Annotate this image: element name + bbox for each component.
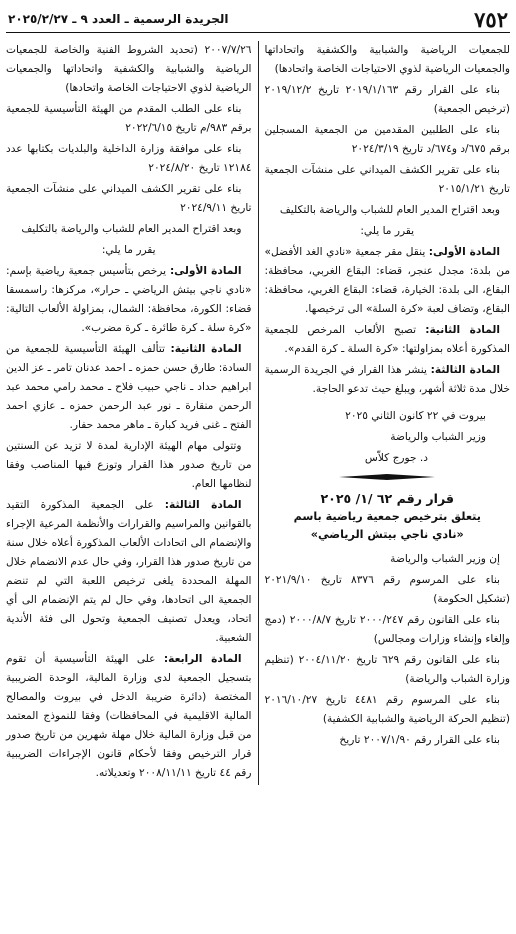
article-4 xyxy=(6,650,252,783)
continued-clause: ٢٠٠٧/٧/٢٦ (تحديد الشروط الفنية والخاصة للجمعيات الرياضية والشبابية والكشفية واتحاداتها والجمعيات الرياضية لذوي الاحتياجات الخاصة واتحادها) xyxy=(6,44,252,94)
article-1 xyxy=(265,243,511,319)
gazette-title: الجريدة الرسمية ـ العدد ٩ ـ ٢٠٢٥/٢/٢٧ xyxy=(8,12,229,26)
article-heading: المادة الثانية: xyxy=(170,343,242,355)
article-heading: المادة الثانية: xyxy=(425,324,500,336)
article-text: على الجمعية المذكورة التقيد بالقوانين والمراسيم والقرارات والأنظمة المرعية الإجراء والإنضمام الى اتحادات الألعاب المذكورة أعلاه خلال سنة من تاريخ صدور هذا القرار، وفي حال عدم الانضمام خلال المهلة المحددة يلغى ترخيص اللعبة التي لم تنضم الجمعية الى اتحادها، وفي حال لم يتم الإنضمام الى أي اتحاد، ويعدل تصنيف الجمعية وتحول الى فئة الأندية الشعبية. xyxy=(6,499,252,644)
page-header xyxy=(6,6,510,33)
article-text: تتألف الهيئة التأسيسية للجمعية من السادة: طارق حسن حمزه ـ احمد عدنان تامر ـ عز الدين ابراهيم حداد ـ ناجي حبيب فلاح ـ محمد رامي محمد عبد الرحمن منقارة ـ نور عبد الرحمن حمزه ـ عازي احمد الفتح ـ غنى فريد كبارة ـ ماهر محمد حفار. xyxy=(6,343,252,431)
basis-clause: بناء على القرار رقم ٢٠٠٧/١/٩٠ تاريخ xyxy=(339,734,500,746)
minister-name: د. جورج كلاّس xyxy=(364,452,428,464)
decision-name: «نادي ناجي بيتش الرياضي» xyxy=(310,528,464,541)
date-place: بيروت في ٢٢ كانون الثاني ٢٠٢٥ xyxy=(345,410,486,422)
section-divider xyxy=(339,474,435,480)
right-column xyxy=(259,41,511,785)
article-heading: المادة الثالثة: xyxy=(430,364,500,376)
proposal-clause: وبعد اقتراح المدير العام للشباب والرياضة بالتكليف xyxy=(279,204,500,216)
basis-clause: بناء على القانون رقم ٦٢٩ تاريخ ٢٠٠٤/١١/٢٠ (تنظيم وزارة الشباب والرياضة) xyxy=(264,654,510,685)
intro-text: للجمعيات الرياضية والشبابية والكشفية واتحاداتها والجمعيات الرياضية لذوي الاحتياجات الخاصة واتحادها) xyxy=(264,44,510,75)
article-1 xyxy=(6,262,252,338)
columns xyxy=(6,41,510,785)
decision-subject: يتعلق بترخيص جمعية رياضية باسم xyxy=(293,510,481,523)
article-2 xyxy=(6,340,252,435)
basis-clause: بناء على موافقة وزارة الداخلية والبلديات بكتابها عدد ١٢١٨٤ تاريخ ٢٠٢٤/٨/٢٠ xyxy=(6,143,252,174)
article-2 xyxy=(265,321,511,359)
divider-ornament xyxy=(339,474,435,480)
article-heading: المادة الرابعة: xyxy=(163,653,242,665)
basis-clause: بناء على الطلبين المقدمين من الجمعية المسجلين برقم ٦٧٥/د و٦٧٤/د تاريخ ٢٠٢٤/٣/١٩ xyxy=(264,124,510,155)
basis-clause: بناء على الطلب المقدم من الهيئة التأسيسية للجمعية برقم ٩٨٣/م تاريخ ٢٠٢٢/٦/١٥ xyxy=(6,103,252,134)
basis-clause: بناء على القرار رقم ٢٠١٩/١/١٦٣ تاريخ ٢٠١٩/١٢/٢ (ترخيص الجمعية) xyxy=(264,84,510,115)
basis-clause: بناء على المرسوم رقم ٨٣٧٦ تاريخ ٢٠٢١/٩/١٠ (تشكيل الحكومة) xyxy=(264,574,510,605)
article-3 xyxy=(6,496,252,648)
basis-clause: بناء على القانون رقم ٢٠٠٠/٢٤٧ تاريخ ٢٠٠٠/٨/٧ (دمج وإلغاء وإنشاء وزارات ومجالس) xyxy=(264,614,510,645)
article-text: يرخص بتأسيس جمعية رياضية بإسم: «نادي ناجي بيتش الرياضي ـ حرار»، مركزها: راسمسقا قضاء: الكورة، محافظة: الشمال، بمزاولة الألعاب التالية: «كرة سلة ـ كرة طائرة ـ كرة مضرب». xyxy=(6,265,252,334)
article-text: على الهيئة التأسيسية أن تقوم بتسجيل الجمعية لدى وزارة المالية، الوحدة الضريبية المختصة (دائرة ضريبة الدخل في بيروت والمصالح المالية الاقليمية في المحافظات) وفقا للنموذج المعتمد من قبل وزارة المالية خلال مهلة شهرين من تاريخ صدور قرار الترخيص وفقا لأحكام قانون الإجراءات الضريبية رقم ٤٤ تاريخ ٢٠٠٨/١١/١١ وتعديلاته. xyxy=(6,653,252,779)
minister-title: وزير الشباب والرياضة xyxy=(390,431,486,443)
basis-clause: بناء على تقرير الكشف الميداني على منشآت الجمعية تاريخ ٢٠٢٤/٩/١١ xyxy=(6,183,252,214)
decision-title: قرار رقم ٦٢ /١/ ٢٠٢٥ xyxy=(320,491,455,506)
article-heading: المادة الثالثة: xyxy=(164,499,242,511)
article-heading: المادة الأولى: xyxy=(169,265,242,277)
issuer: إن وزير الشباب والرياضة xyxy=(390,553,500,565)
decides-heading: يقرر ما يلي: xyxy=(360,225,415,237)
basis-clause: بناء على المرسوم رقم ٤٤٨١ تاريخ ٢٠١٦/١٠/٢٧ (تنظيم الحركة الرياضية والشبابية الكشفية) xyxy=(264,694,510,725)
article-heading: المادة الأولى: xyxy=(428,246,501,258)
article-text: تصبح الألعاب المرخص للجمعية المذكورة أعلاه بمزاولتها: «كرة السلة ـ كرة القدم». xyxy=(264,324,510,355)
article-3 xyxy=(265,361,511,399)
proposal-clause: وبعد اقتراح المدير العام للشباب والرياضة بالتكليف xyxy=(21,223,242,235)
article-text: ينشر هذا القرار في الجريدة الرسمية خلال مدة ثلاثة أشهر، ويبلغ حيث تدعو الحاجة. xyxy=(264,364,510,395)
basis-clause: بناء على تقرير الكشف الميداني على منشآت الجمعية تاريخ ٢٠١٥/١/٢١ xyxy=(264,164,510,195)
left-column xyxy=(6,41,259,785)
page-number: ٧٥٢ xyxy=(474,6,508,32)
decides-heading: يقرر ما يلي: xyxy=(101,244,156,256)
article-2-continued: وتتولى مهام الهيئة الإدارية لمدة لا تزيد عن السنتين من تاريخ صدور هذا القرار وتوزع فيها المناصب وفقا لنظامها العام. xyxy=(6,440,252,490)
article-text: ينقل مقر جمعية «نادي الغد الأفضل» من بلدة: مجدل عنجر، قضاء: البقاع الغربي، محافظة: البقاع، الى بلدة: الخيارة، قضاء: البقاع الغربي، محافظة: البقاع، وتضاف لعبة «كرة السلة» الى ترخيصها. xyxy=(264,246,510,315)
